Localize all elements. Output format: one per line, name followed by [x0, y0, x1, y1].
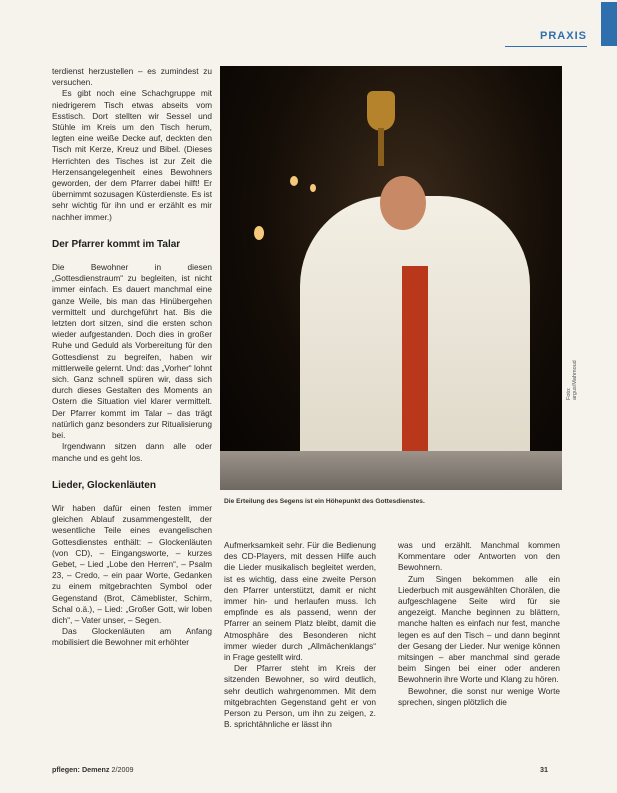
paragraph: Die Bewohner in diesen „Gottesdienstraum“ zu begleiten, ist nicht immer einfach. Es dauert manchmal eine ganze Weile, bis man das Hinübergehen vermittelt und durchgeführt hat. Bis die letzten dort sitzen, sind die ersten schon wieder aufgestanden. Doch dies in großer Ruhe und Geduld als Vorbereitung für den Gottesdienst zu begreifen, haben wir mittlerweile gelernt. Und: das „Vorher“ lohnt sich. Ganz schnell spüren wir, dass sich durch dieses Gestalten des Moments an Ostern die Situation viel klarer vermittelt. Der Pfarrer kommt im Talar – das trägt natürlich ganz besonders zur Ritualisierung bei. — [52, 262, 212, 441]
subheading: Der Pfarrer kommt im Talar — [52, 238, 181, 250]
journal-name: pflegen: Demenz — [52, 765, 110, 774]
column-1 — [52, 66, 212, 649]
column-3 — [398, 540, 560, 708]
paragraph: Es gibt noch eine Schachgruppe mit niedrigerem Tisch etwas abseits vom Esstisch. Dort stellten wir Sessel und Stühle im Kreis um den Tisch herum, legten eine weiße Decke auf, deckten den Tisch mit Kerze, Kreuz und Bibel. (Dieses Herrichten des Tisches ist zur Zeit die Herzensangelegenheit eines Bewohners geworden, der dem Pfarrer dabei hilft! Er übernimmt sozusagen Küsterdienste. Es ist sehr wichtig für ihn und er erzählt es mir nachher immer.) — [52, 88, 212, 222]
candle-light — [290, 176, 298, 186]
paragraph: Der Pfarrer steht im Kreis der sitzenden Bewohner, so wird deutlich, sehr deutlich wahrgenommen. Mit dem mitgebrachten Gegenstand geht er von Person zu Person, um ihn zu zeigen, z. B. sprichtähnliche er lässt ihn — [224, 663, 376, 730]
paragraph: Aufmerksamkeit sehr. Für die Bedienung des CD-Players, mit dessen Hilfe auch die Lieder musikalisch begleitet werden, ist es wichtig, dass eine zweite Person den Pfarrer unterstützt, damit er nicht immer hin- und herlaufen muss. Ich empfinde es als passend, wenn der Pfarrer an seinem Platz bleibt, damit die Atmosphäre des Besonderen nicht immer wieder durch „Allmächenklangs“ in Frage gestellt wird. — [224, 540, 376, 663]
paragraph: Wir haben dafür einen festen immer gleichen Ablauf zusammengestellt, der wesentliche Teile eines evangelischen Gottesdienstes enthält: – Glockenläuten (von CD), – Eingangsworte, – kurzes Gebet, – Lied „Lobe den Herren“, – Psalm 23, – Credo, – ein paar Worte, Gedanken zu einem mitgebrachten Symbol oder Gegenstand (Brot, Cämeblister, Schirm, Schal o.ä.), – Lied: „Großer Gott, wir loben dich“, – Vater unser, – Segen. — [52, 502, 212, 625]
page-number: 31 — [540, 765, 548, 774]
column-2 — [224, 540, 376, 730]
paragraph: Zum Singen bekommen alle ein Liederbuch mit ausgewählten Chorälen, die aufgeschlagene Seite wird für sie angezeigt. Manche beginnen zu blättern, manche halten es einfach nur fest, manche legen es auf den Tisch – und dann beginnt der Gesang der Lieder. Nur wenige können mitsingen – aber manchmal sind gerade beim Singen bei einer oder anderen Bewohnerin ihre Worte und Klang zu hören. — [398, 573, 560, 685]
paragraph: Das Glockenläuten am Anfang mobilisiert die Bewohner mit erhöhter — [52, 626, 212, 648]
subheading: Lieder, Glockenläuten — [52, 479, 156, 491]
paragraph: was und erzählt. Manchmal kommen Kommentare oder Antworten von den Bewohnern. — [398, 540, 560, 573]
priest-head — [380, 176, 426, 230]
photo-credit: Foto: argus/Mahmoud — [566, 360, 578, 400]
altar — [220, 451, 562, 490]
footer-journal — [52, 765, 134, 774]
paragraph: Bewohner, die sonst nur wenige Worte sprechen, singen plötzlich die — [398, 685, 560, 707]
chalice-stem — [378, 128, 384, 166]
section-rule — [505, 46, 587, 47]
journal-issue: 2/2009 — [111, 765, 134, 774]
paragraph: Irgendwann sitzen dann alle oder manche und es geht los. — [52, 441, 212, 463]
section-label: PRAXIS — [540, 30, 587, 42]
article-photo — [220, 66, 562, 490]
photo-caption: Die Erteilung des Segens ist ein Höhepunkt des Gottesdienstes. — [224, 498, 425, 505]
candle-light — [310, 184, 316, 192]
section-tab — [601, 2, 617, 46]
candle-light — [254, 226, 264, 240]
paragraph: terdienst herzustellen – es zumindest zu versuchen. — [52, 66, 212, 88]
chalice — [367, 91, 395, 131]
